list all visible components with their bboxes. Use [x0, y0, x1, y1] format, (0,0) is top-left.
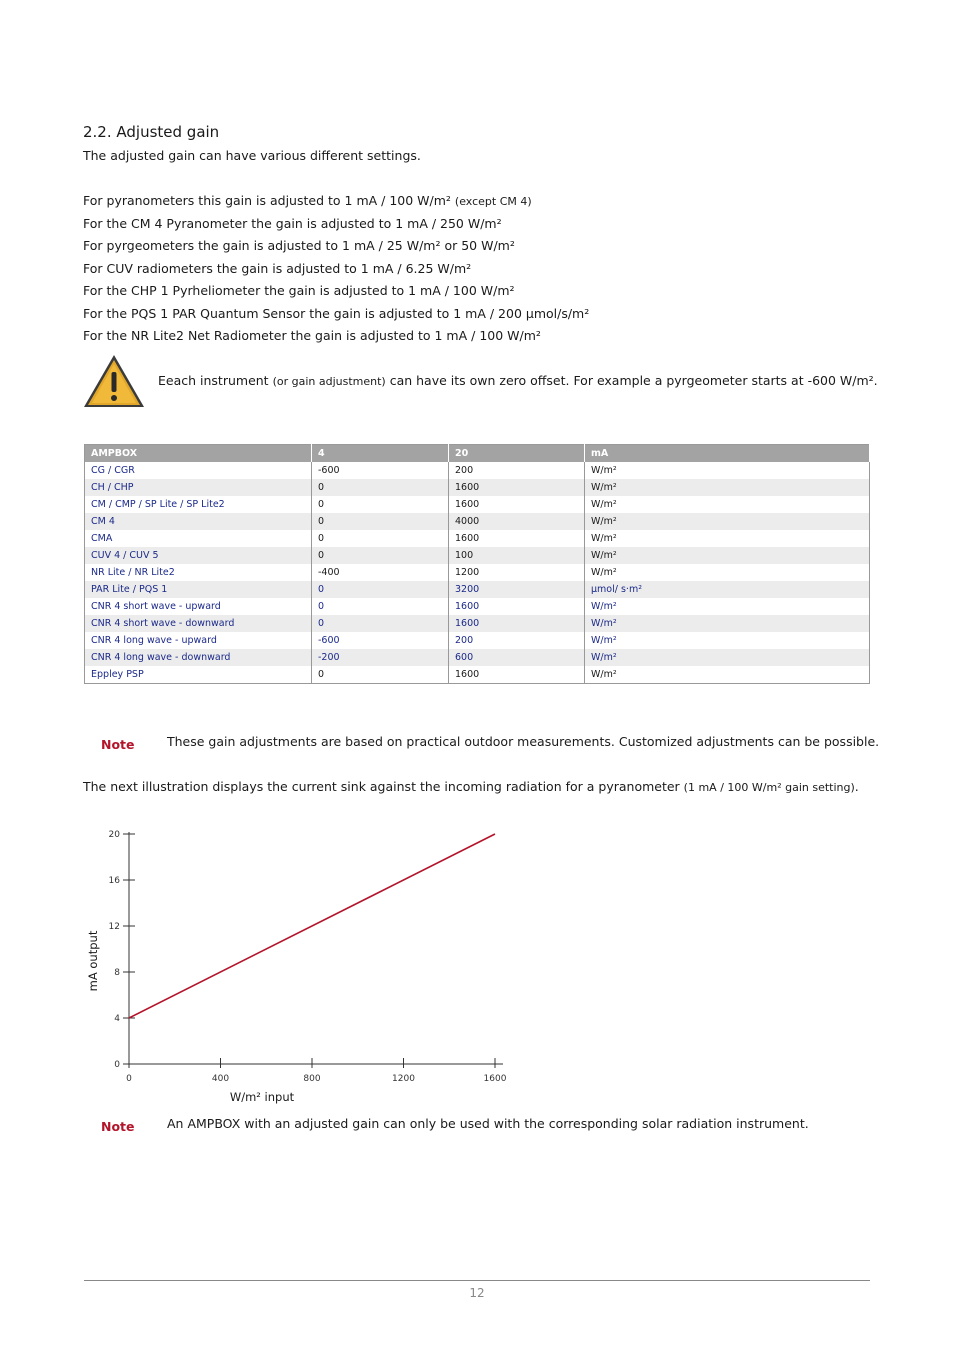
gain-line — [83, 193, 532, 210]
gain-line-note: (except CM 4) — [454, 195, 532, 208]
note-2 — [101, 1116, 135, 1135]
table-cell: -600 — [312, 632, 449, 649]
gain-line: For CUV radiometers the gain is adjusted to 1 mA / 6.25 W/m² — [83, 261, 472, 276]
x-tick-label: 800 — [303, 1074, 321, 1084]
table-cell: CMA — [85, 530, 312, 547]
table-cell: μmol/ s·m² — [585, 581, 870, 598]
x-axis-label: W/m² input — [229, 1090, 295, 1104]
table-cell: CNR 4 long wave - upward — [85, 632, 312, 649]
note-label: Note — [101, 1119, 135, 1134]
line-chart — [80, 822, 520, 1112]
gain-line: For the NR Lite2 Net Radiometer the gain is adjusted to 1 mA / 100 W/m² — [83, 328, 541, 343]
section-title: 2.2. Adjusted gain — [83, 123, 220, 141]
table-cell: W/m² — [585, 632, 870, 649]
warning-icon — [82, 352, 146, 410]
series-line — [129, 834, 495, 1018]
table-cell: 0 — [312, 581, 449, 598]
table-row — [85, 564, 870, 581]
y-tick-label: 8 — [114, 968, 120, 978]
table-cell: 600 — [449, 649, 585, 666]
table-row — [85, 547, 870, 564]
warning-text-small: (or gain adjustment) — [272, 375, 386, 388]
table-cell: 200 — [449, 632, 585, 649]
note-label: Note — [101, 737, 135, 752]
table-cell: 1600 — [449, 598, 585, 615]
illustration-text-small: (1 mA / 100 W/m² gain setting) — [683, 781, 855, 794]
x-tick-label: 400 — [211, 1074, 230, 1084]
footer-divider — [84, 1280, 870, 1281]
table-cell: CUV 4 / CUV 5 — [85, 547, 312, 564]
table-cell: 1600 — [449, 666, 585, 684]
note-2-text: An AMPBOX with an adjusted gain can only be used with the corresponding solar radiation instrument. — [167, 1116, 809, 1131]
warning-text-end: can have its own zero offset. For example a pyrgeometer starts at -600 W/m². — [385, 373, 878, 388]
x-tick-label: 0 — [126, 1074, 132, 1084]
illustration-text-main: The next illustration displays the current sink against the incoming radiation for a pyranometer — [83, 779, 684, 794]
illustration-text — [83, 779, 859, 796]
table-cell: 0 — [312, 513, 449, 530]
table-cell: 200 — [449, 462, 585, 479]
table-cell: 3200 — [449, 581, 585, 598]
table-cell: W/m² — [585, 564, 870, 581]
table-cell: CM / CMP / SP Lite / SP Lite2 — [85, 496, 312, 513]
y-tick-label: 0 — [114, 1060, 120, 1070]
table-cell: W/m² — [585, 649, 870, 666]
header-ma: mA — [585, 445, 870, 463]
table-cell: 0 — [312, 547, 449, 564]
table-cell: -600 — [312, 462, 449, 479]
table-cell: CNR 4 long wave - downward — [85, 649, 312, 666]
gain-line: For pyrgeometers the gain is adjusted to 1 mA / 25 W/m² or 50 W/m² — [83, 238, 515, 253]
table-cell: 1600 — [449, 530, 585, 547]
gain-line: For the PQS 1 PAR Quantum Sensor the gain is adjusted to 1 mA / 200 μmol/s/m² — [83, 306, 590, 321]
table-cell: -200 — [312, 649, 449, 666]
table-row — [85, 530, 870, 547]
table-row — [85, 649, 870, 666]
intro-text: The adjusted gain can have various different settings. — [83, 148, 421, 163]
table-cell: W/m² — [585, 615, 870, 632]
x-tick-label: 1200 — [392, 1074, 415, 1084]
table-cell: W/m² — [585, 513, 870, 530]
table-header-row — [85, 445, 870, 463]
table-cell: W/m² — [585, 530, 870, 547]
warning-text-start: Eeach instrument — [158, 373, 273, 388]
table-cell: W/m² — [585, 496, 870, 513]
table-cell: 1600 — [449, 496, 585, 513]
table-row — [85, 496, 870, 513]
table-cell: CNR 4 short wave - upward — [85, 598, 312, 615]
table-cell: W/m² — [585, 479, 870, 496]
header-4: 4 — [312, 445, 449, 463]
table-cell: 4000 — [449, 513, 585, 530]
table-cell: CG / CGR — [85, 462, 312, 479]
table-row — [85, 462, 870, 479]
warning-text — [158, 373, 878, 388]
table-cell: 0 — [312, 530, 449, 547]
page-number: 12 — [469, 1286, 485, 1300]
note-1-text: These gain adjustments are based on practical outdoor measurements. Customized adjustments can be possible. — [167, 734, 880, 749]
y-tick-label: 12 — [108, 922, 120, 932]
y-tick-label: 16 — [108, 876, 120, 886]
table-cell: W/m² — [585, 666, 870, 684]
table-cell: 0 — [312, 496, 449, 513]
illustration-text-end: . — [854, 779, 859, 794]
table-cell: 100 — [449, 547, 585, 564]
table-cell: 0 — [312, 479, 449, 496]
table-cell: 0 — [312, 666, 449, 684]
gain-line-text: For pyranometers this gain is adjusted to 1 mA / 100 W/m² — [83, 193, 451, 208]
table-cell: CM 4 — [85, 513, 312, 530]
table-cell: 1600 — [449, 615, 585, 632]
table-cell: W/m² — [585, 547, 870, 564]
gain-line: For the CM 4 Pyranometer the gain is adjusted to 1 mA / 250 W/m² — [83, 216, 502, 231]
gain-table — [84, 444, 870, 684]
table-cell: -400 — [312, 564, 449, 581]
table-cell: W/m² — [585, 598, 870, 615]
table-cell: 1600 — [449, 479, 585, 496]
table-row — [85, 479, 870, 496]
x-tick-label: 1600 — [483, 1074, 507, 1084]
table-cell: Eppley PSP — [85, 666, 312, 684]
y-axis-label: mA output — [86, 930, 100, 992]
table-cell: CNR 4 short wave - downward — [85, 615, 312, 632]
table-row — [85, 615, 870, 632]
table-row — [85, 632, 870, 649]
y-tick-label: 20 — [108, 830, 120, 840]
gain-line: For the CHP 1 Pyrheliometer the gain is adjusted to 1 mA / 100 W/m² — [83, 283, 515, 298]
table-row — [85, 598, 870, 615]
table-cell: 0 — [312, 598, 449, 615]
table-row — [85, 513, 870, 530]
table-cell: NR Lite / NR Lite2 — [85, 564, 312, 581]
table-cell: PAR Lite / PQS 1 — [85, 581, 312, 598]
table-cell: 0 — [312, 615, 449, 632]
table-cell: CH / CHP — [85, 479, 312, 496]
table-cell: 1200 — [449, 564, 585, 581]
table-cell: W/m² — [585, 462, 870, 479]
header-20: 20 — [449, 445, 585, 463]
table-row — [85, 581, 870, 598]
y-tick-label: 4 — [114, 1014, 120, 1024]
header-ampbox: AMPBOX — [85, 445, 312, 463]
table-row — [85, 666, 870, 684]
note-1 — [101, 734, 135, 753]
